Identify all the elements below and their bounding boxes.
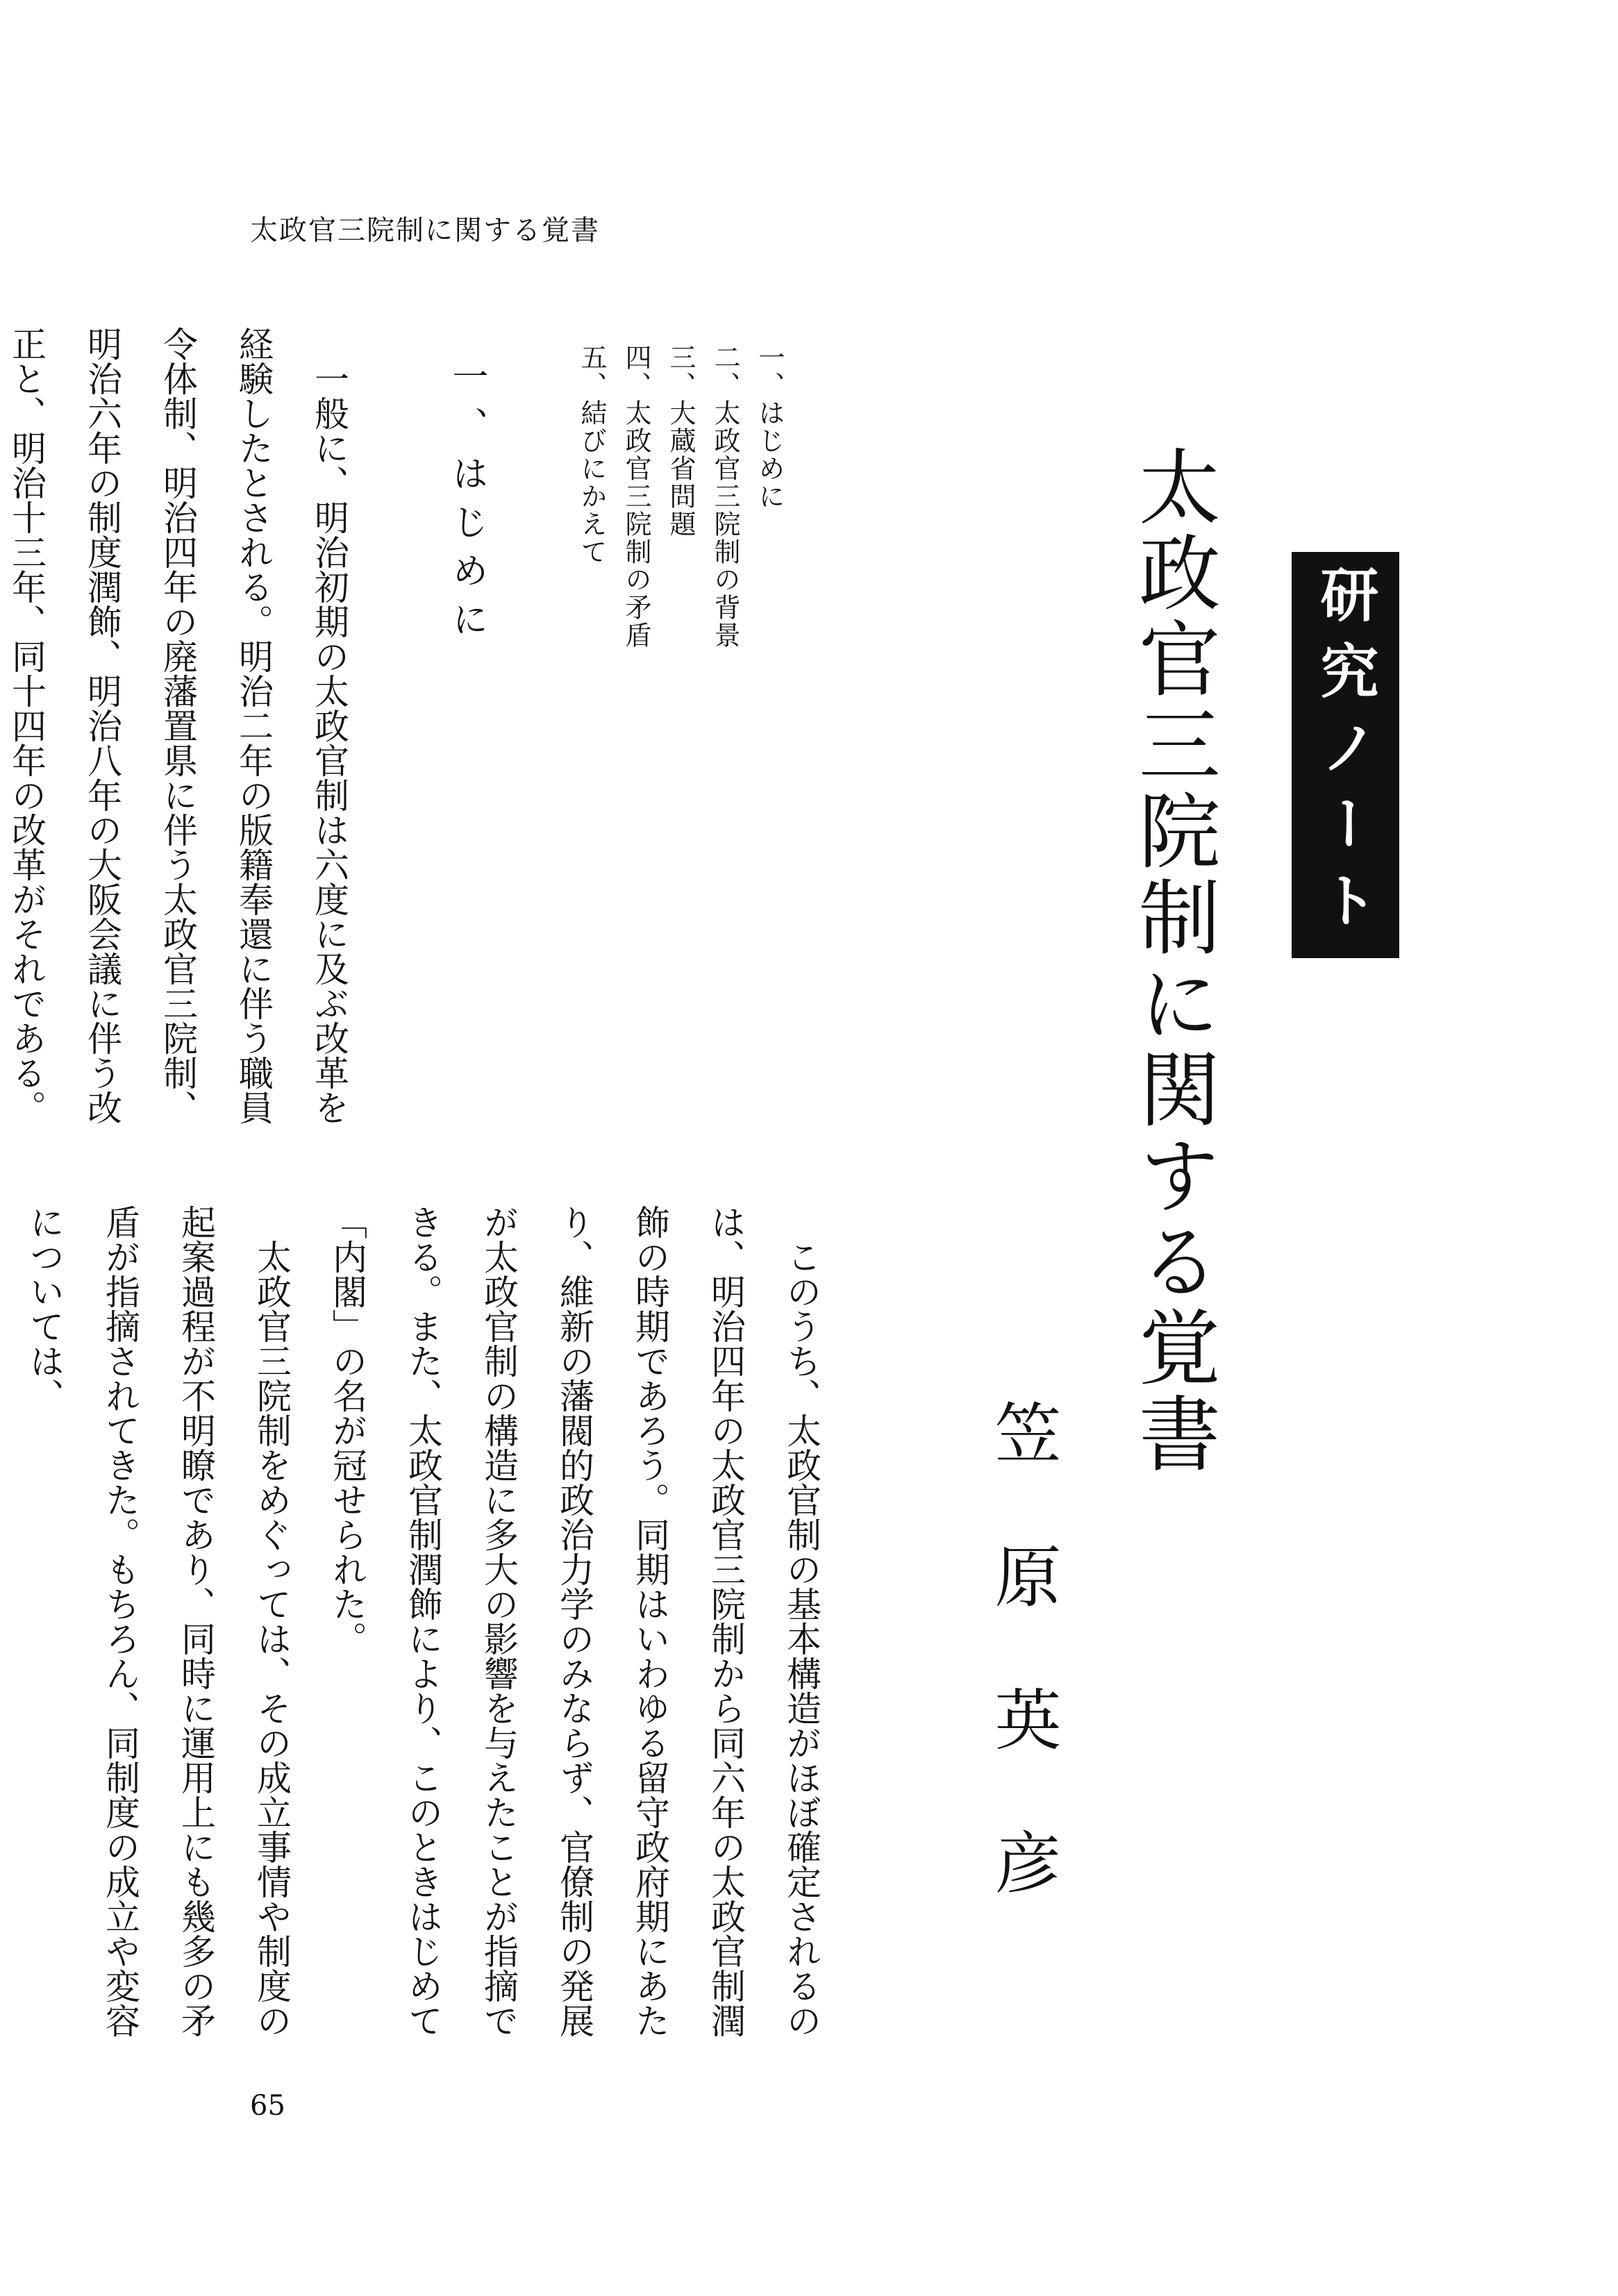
research-note-label bbox=[1292, 552, 1399, 958]
section-heading: 一、はじめに bbox=[446, 358, 487, 649]
author-name: 笠原英彦 bbox=[984, 1399, 1062, 1971]
article-title: 太政官三院制に関する覚書 bbox=[1124, 444, 1221, 1477]
body-text-lower bbox=[24, 1205, 839, 2065]
toc-item: 三、大蔵省問題 bbox=[665, 344, 696, 538]
body-paragraph: このうち、太政官制の基本構造がほぼ確定されるのは、明治四年の太政官三院制から同六年の太政官制潤飾の時期であろう。同期はいわゆる留守政府期にあたり、維新の藩閥的政治力学のみならず、官僚制の発展が太政官制の構造に多大の影響を与えたことが指摘できる。また、太政官制潤飾により、このときはじめて「内閣」の名が冠せられた。 bbox=[327, 1205, 821, 2038]
toc-item: 二、太政官三院制の背景 bbox=[710, 344, 740, 649]
table-of-contents bbox=[569, 344, 792, 760]
research-note-label-text: 研究ノート bbox=[1311, 564, 1379, 946]
body-paragraph: 一般に、明治初期の太政官制は六度に及ぶ改革を経験したとされる。明治二年の版籍奉還に伴う職員令体制、明治四年の廃藩置県に伴う太政官三院制、明治六年の制度潤飾、明治八年の大阪会議に伴う改正と、明治十三年、同十四年の改革がそれである。 bbox=[6, 326, 349, 1125]
page-number: 65 bbox=[250, 2090, 285, 2122]
toc-item: 一、はじめに bbox=[754, 344, 785, 510]
body-paragraph: 太政官三院制をめぐっては、その成立事情や制度の起案過程が不明瞭であり、同時に運用上にも幾多の矛盾が指摘されてきた。もちろん、同制度の成立や変容については、 bbox=[24, 1205, 292, 2038]
body-text-upper bbox=[6, 326, 367, 1156]
toc-item: 五、結びにかえて bbox=[576, 344, 607, 566]
running-head: 太政官三院制に関する覚書 bbox=[250, 215, 600, 246]
toc-item: 四、太政官三院制の矛盾 bbox=[621, 344, 651, 649]
